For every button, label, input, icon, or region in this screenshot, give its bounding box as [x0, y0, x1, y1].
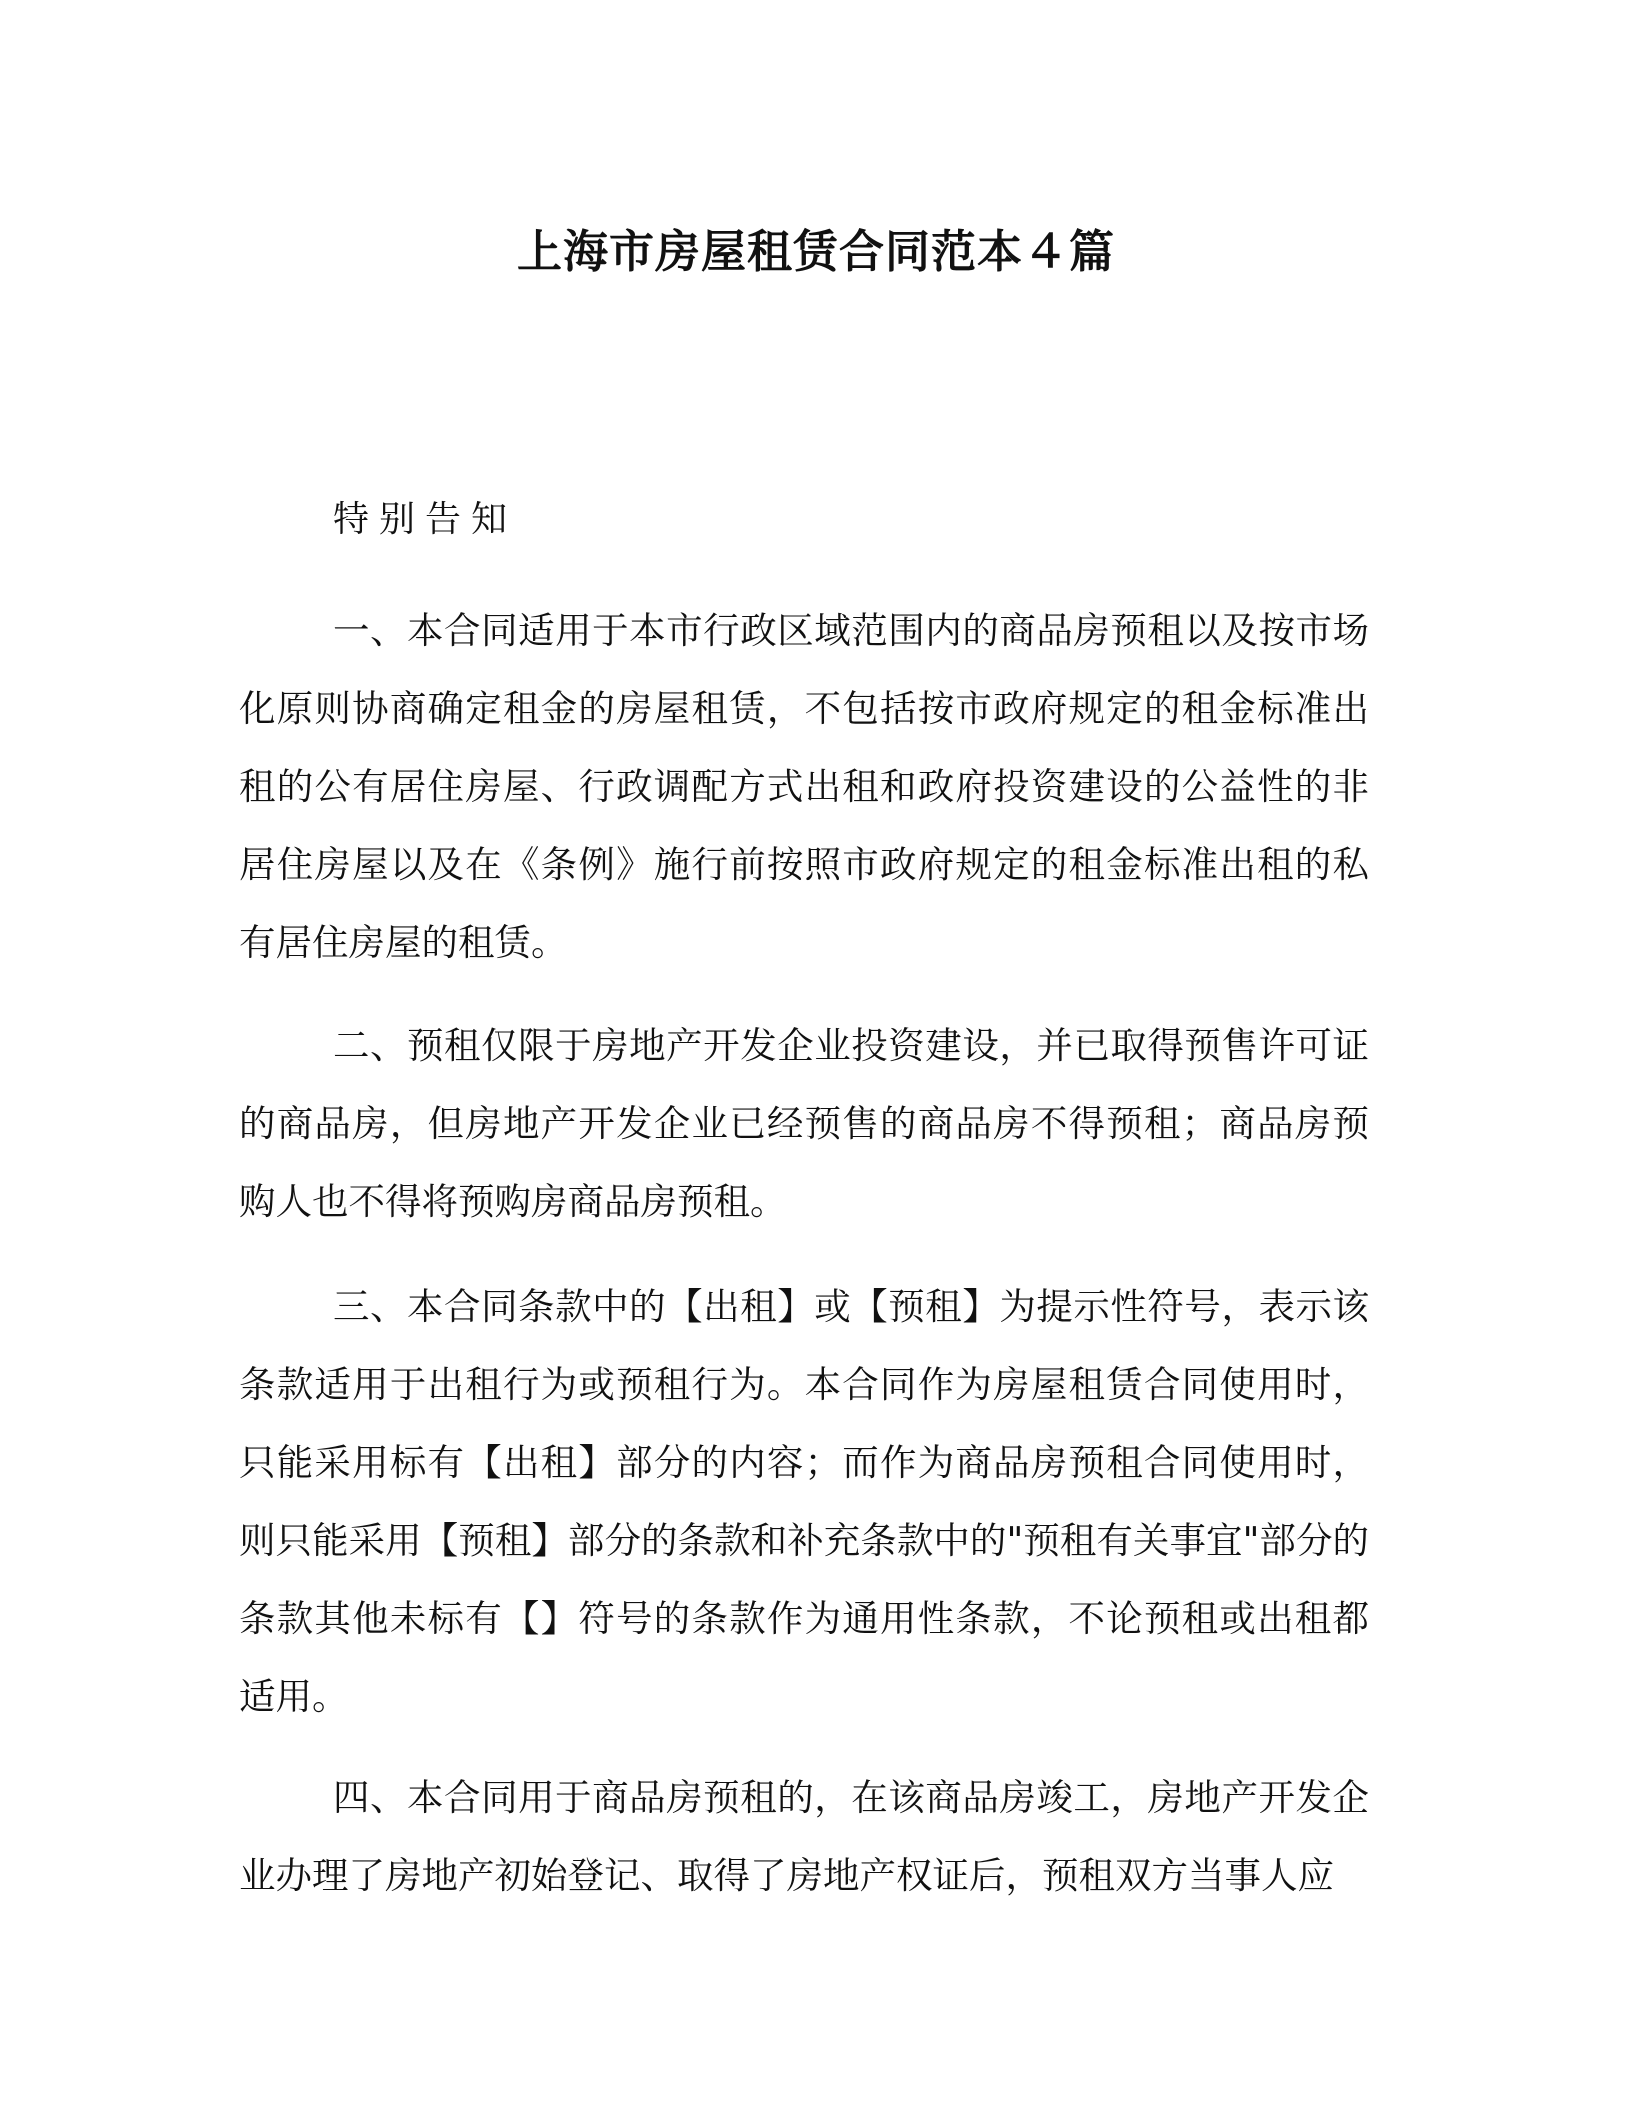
notice-heading: 特别告知: [333, 499, 518, 540]
paragraph-3: 三、本合同条款中的【出租】或【预租】为提示性符号，表示该条款适用于出租行为或预租行为。本合同作为房屋租赁合同使用时，只能采用标有【出租】部分的内容；而作为商品房预租合同使用时，则只能采用【预租】部分的条款和补充条款中的"预租有关事宜"部分的条款其他未标有【】符号的条款作为通用性条款，不论预租或出租都适用。: [239, 1285, 1369, 1718]
paragraph-4: 四、本合同用于商品房预租的，在该商品房竣工，房地产开发企业办理了房地产初始登记、取得了房地产权证后，预租双方当事人应: [239, 1776, 1369, 1897]
paragraph-1: 一、本合同适用于本市行政区域范围内的商品房预租以及按市场化原则协商确定租金的房屋租赁，不包括按市政府规定的租金标准出租的公有居住房屋、行政调配方式出租和政府投资建设的公益性的非居住房屋以及在《条例》施行前按照市政府规定的租金标准出租的私有居住房屋的租赁。: [239, 609, 1369, 964]
paragraph-2: 二、预租仅限于房地产开发企业投资建设，并已取得预售许可证的商品房，但房地产开发企业已经预售的商品房不得预租；商品房预购人也不得将预购房商品房预租。: [239, 1024, 1369, 1223]
document-title: 上海市房屋租赁合同范本４篇: [516, 225, 1115, 278]
